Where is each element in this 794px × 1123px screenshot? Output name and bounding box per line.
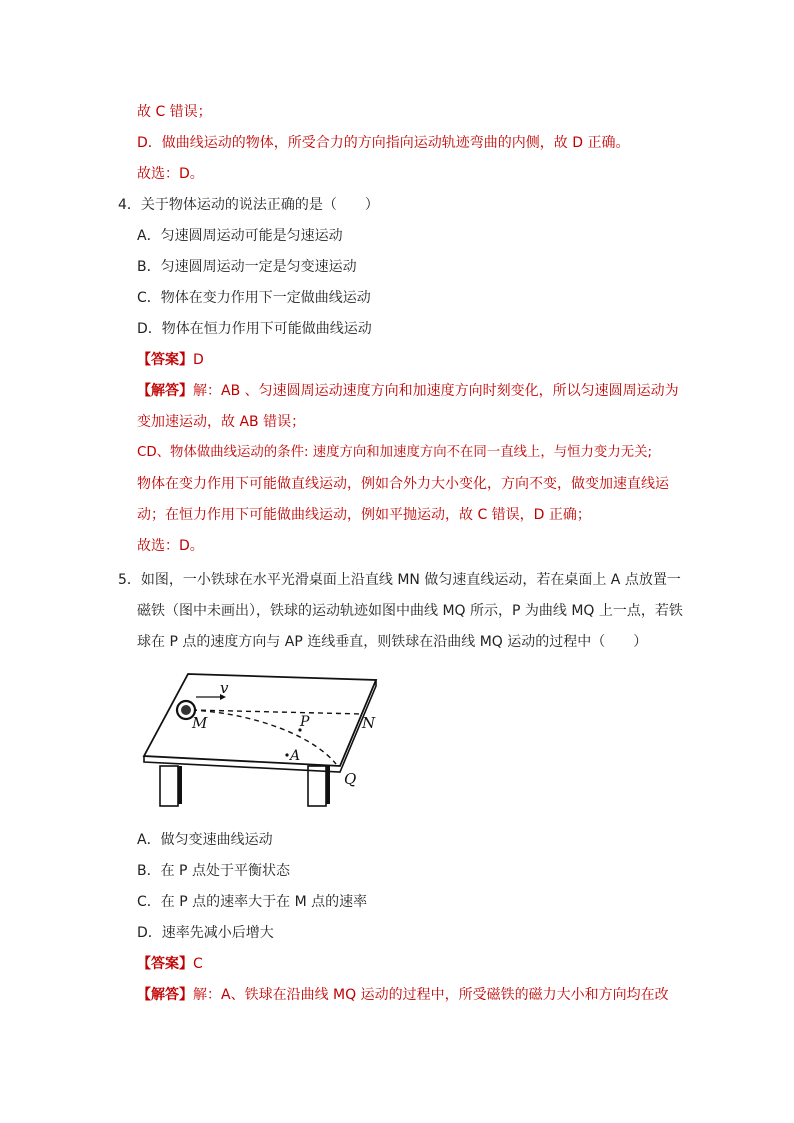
q5-answer (137, 954, 203, 974)
q4-answer-tag: 【答案】 (137, 352, 193, 368)
table-leg-left (160, 766, 178, 806)
q4-analysis-line-2: 变加速运动，故 AB 错误； (137, 414, 306, 430)
q4-option-b: B．匀速圆周运动一定是匀变速运动 (137, 259, 357, 275)
prev-line-3: 故选：D。 (137, 166, 204, 182)
q5-stem-line-1: 5．如图，一小铁球在水平光滑桌面上沿直线 MN 做匀速直线运动，若在桌面上 A 点放置一 (118, 572, 681, 588)
q5-stem-line-3: 球在 P 点的速度方向与 AP 连线垂直，则铁球在沿曲线 MQ 运动的过程中（ ） (137, 634, 648, 650)
table-leg-right (308, 766, 326, 806)
prev-line-2: D．做曲线运动的物体，所受合力的方向指向运动轨迹弯曲的内侧，故 D 正确。 (137, 135, 630, 151)
q5-analysis-text-1: 解：A、铁球在沿曲线 MQ 运动的过程中，所受磁铁的磁力大小和方向均在改 (193, 987, 669, 1003)
label-a: A (290, 748, 301, 764)
q5-option-c: C．在 P 点的速率大于在 M 点的速率 (137, 894, 368, 910)
q5-stem-line-2: 磁铁（图中未画出），铁球的运动轨迹如图中曲线 MQ 所示，P 为曲线 MQ 上一点，若铁 (137, 603, 683, 619)
q5-answer-value: C (193, 956, 203, 972)
label-n: N (362, 714, 376, 732)
q4-option-a: A．匀速圆周运动可能是匀速运动 (137, 228, 343, 244)
table-leg-left-shade (178, 766, 182, 804)
q5-option-a: A．做匀变速曲线运动 (137, 832, 273, 848)
label-v: v (220, 679, 229, 697)
label-q: Q (344, 770, 357, 788)
iron-ball-core (181, 705, 191, 715)
q4-analysis-line-3: CD、物体做曲线运动的条件: 速度方向和加速度方向不在同一直线上，与恒力变力无关; (137, 445, 653, 460)
label-p: P (300, 714, 310, 730)
q5-analysis-line-1 (137, 985, 669, 1005)
q4-analysis-line-5: 动；在恒力作用下可能做曲线运动，例如平抛运动，故 C 错误，D 正确； (137, 507, 591, 523)
q4-option-c: C．物体在变力作用下一定做曲线运动 (137, 290, 371, 306)
q4-analysis-line-4: 物体在变力作用下可能做直线运动，例如合外力大小变化，方向不变，做变加速直线运 (137, 476, 669, 492)
q5-option-b: B．在 P 点处于平衡状态 (137, 863, 290, 879)
point-a (285, 753, 288, 756)
q4-stem: 4．关于物体运动的说法正确的是（ ） (118, 197, 379, 213)
q4-option-d: D．物体在恒力作用下可能做曲线运动 (137, 321, 372, 337)
table-top (144, 674, 376, 766)
q4-analysis-text-1: 解：AB 、匀速圆周运动速度方向和加速度方向时刻变化，所以匀速圆周运动为 (193, 383, 679, 399)
q4-answer (137, 350, 204, 370)
q4-analysis-line-1 (137, 381, 679, 401)
prev-line-1: 故 C 错误； (137, 104, 212, 120)
q5-answer-tag: 【答案】 (137, 956, 193, 972)
q5-figure-table (140, 666, 384, 814)
q5-option-d: D．速率先减小后增大 (137, 925, 274, 941)
label-m: M (192, 714, 208, 732)
q4-answer-value: D (193, 352, 204, 368)
q4-analysis-line-6: 故选：D。 (137, 538, 204, 554)
q5-analysis-tag: 【解答】 (137, 987, 193, 1003)
q4-analysis-tag: 【解答】 (137, 383, 193, 399)
